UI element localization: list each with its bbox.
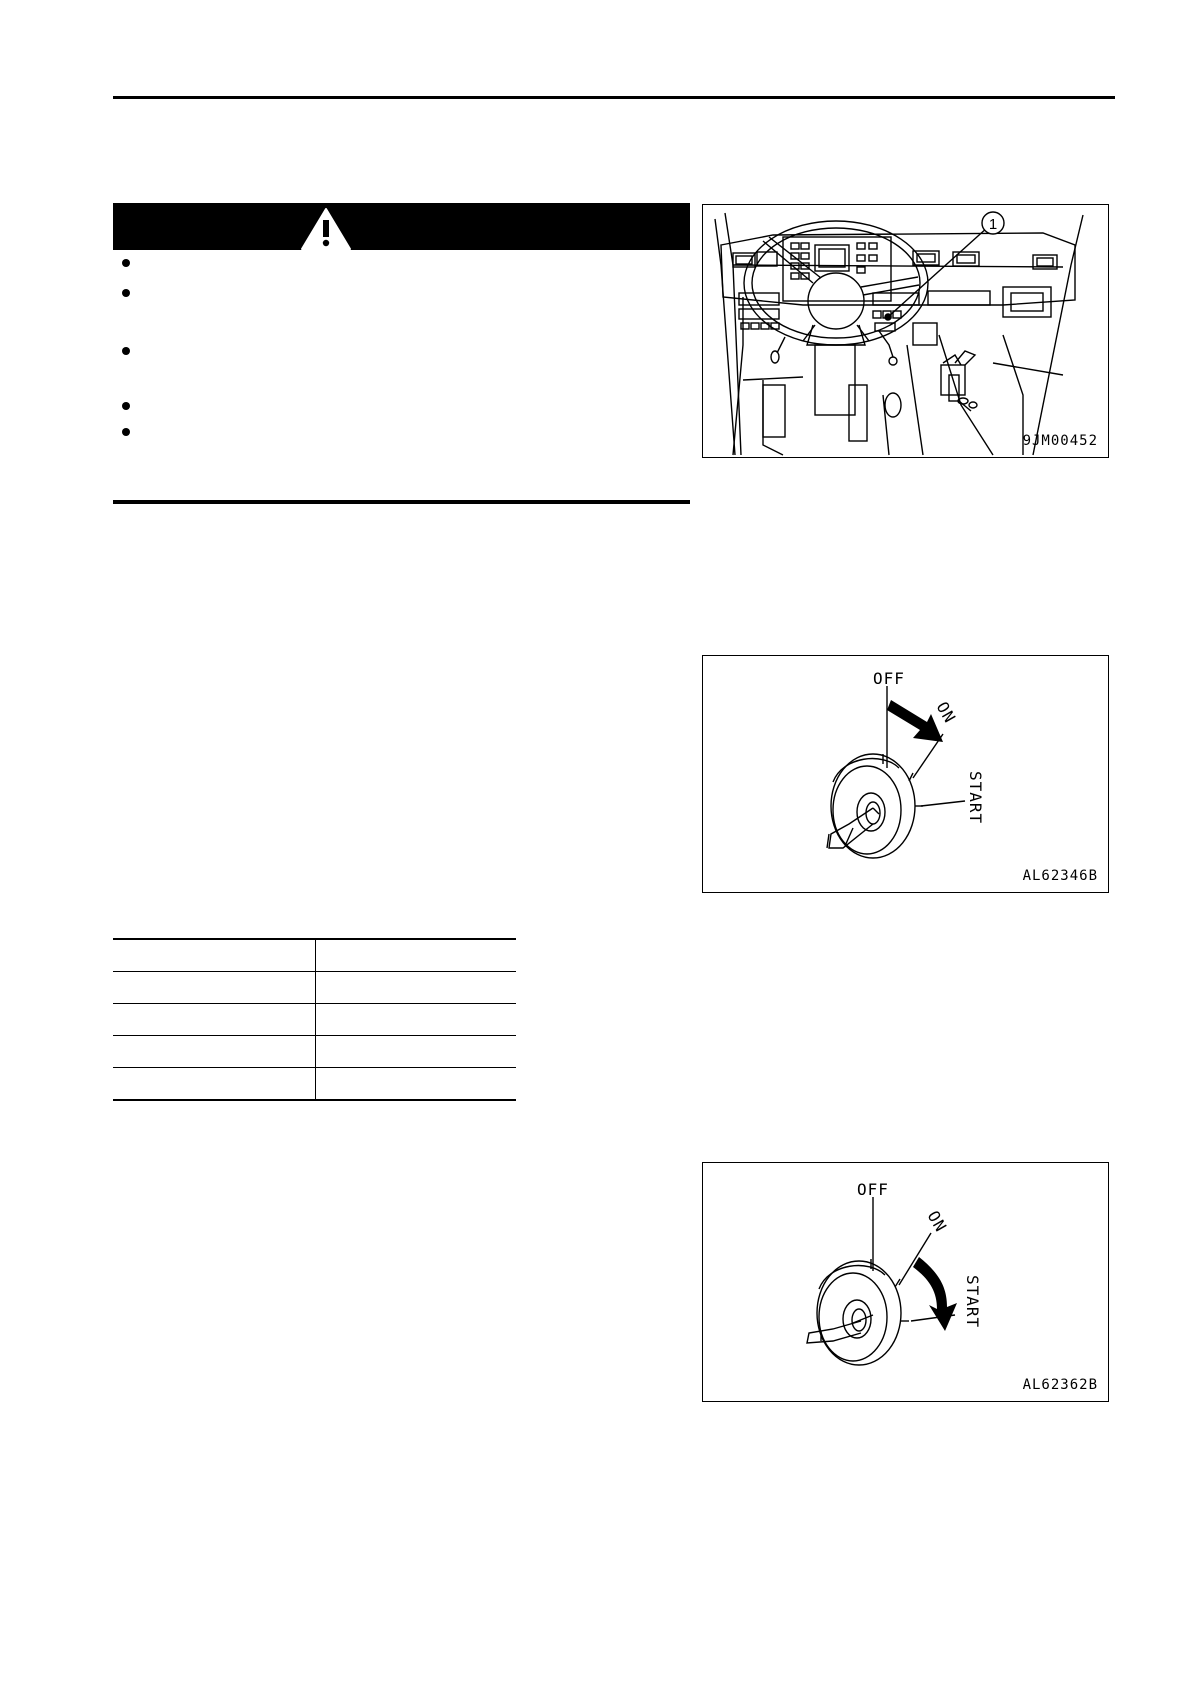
table-cell bbox=[113, 1004, 316, 1036]
table-cell bbox=[316, 1036, 517, 1068]
header-rule bbox=[113, 96, 1115, 99]
on-label: ON bbox=[923, 1207, 951, 1236]
figure-code: AL62346B bbox=[1022, 868, 1098, 884]
table-cell bbox=[113, 939, 316, 972]
figure-code: 9JM00452 bbox=[1022, 433, 1098, 449]
table-cell bbox=[316, 972, 517, 1004]
key-on-figure bbox=[702, 655, 1109, 893]
warning-triangle-icon bbox=[300, 207, 352, 251]
table-cell bbox=[113, 1068, 316, 1101]
off-label: OFF bbox=[857, 1180, 889, 1199]
bullet bbox=[122, 289, 130, 297]
bullet bbox=[122, 347, 130, 355]
figure-code: AL62362B bbox=[1022, 1377, 1098, 1393]
key-switch-illustration bbox=[703, 656, 1107, 891]
table-row bbox=[113, 1068, 516, 1101]
callout-number: 1 bbox=[988, 216, 998, 233]
dashboard-figure bbox=[702, 204, 1109, 458]
bullet bbox=[122, 428, 130, 436]
table-cell bbox=[113, 1036, 316, 1068]
table-row bbox=[113, 972, 516, 1004]
warning-header bbox=[113, 203, 690, 250]
table-row bbox=[113, 1036, 516, 1068]
table-row bbox=[113, 939, 516, 972]
table-cell bbox=[113, 972, 316, 1004]
start-label: START bbox=[963, 1275, 982, 1329]
bullet bbox=[122, 402, 130, 410]
position-table bbox=[113, 938, 516, 1101]
key-switch-illustration bbox=[703, 1163, 1107, 1400]
warning-end-rule bbox=[113, 500, 690, 504]
table-row bbox=[113, 1004, 516, 1036]
on-label: ON bbox=[932, 698, 960, 727]
table-cell bbox=[316, 1068, 517, 1101]
table-cell bbox=[316, 1004, 517, 1036]
dashboard-illustration bbox=[703, 205, 1107, 456]
off-label: OFF bbox=[873, 669, 905, 688]
key-start-figure bbox=[702, 1162, 1109, 1402]
bullet bbox=[122, 259, 130, 267]
start-label: START bbox=[966, 771, 985, 825]
table-cell bbox=[316, 939, 517, 972]
